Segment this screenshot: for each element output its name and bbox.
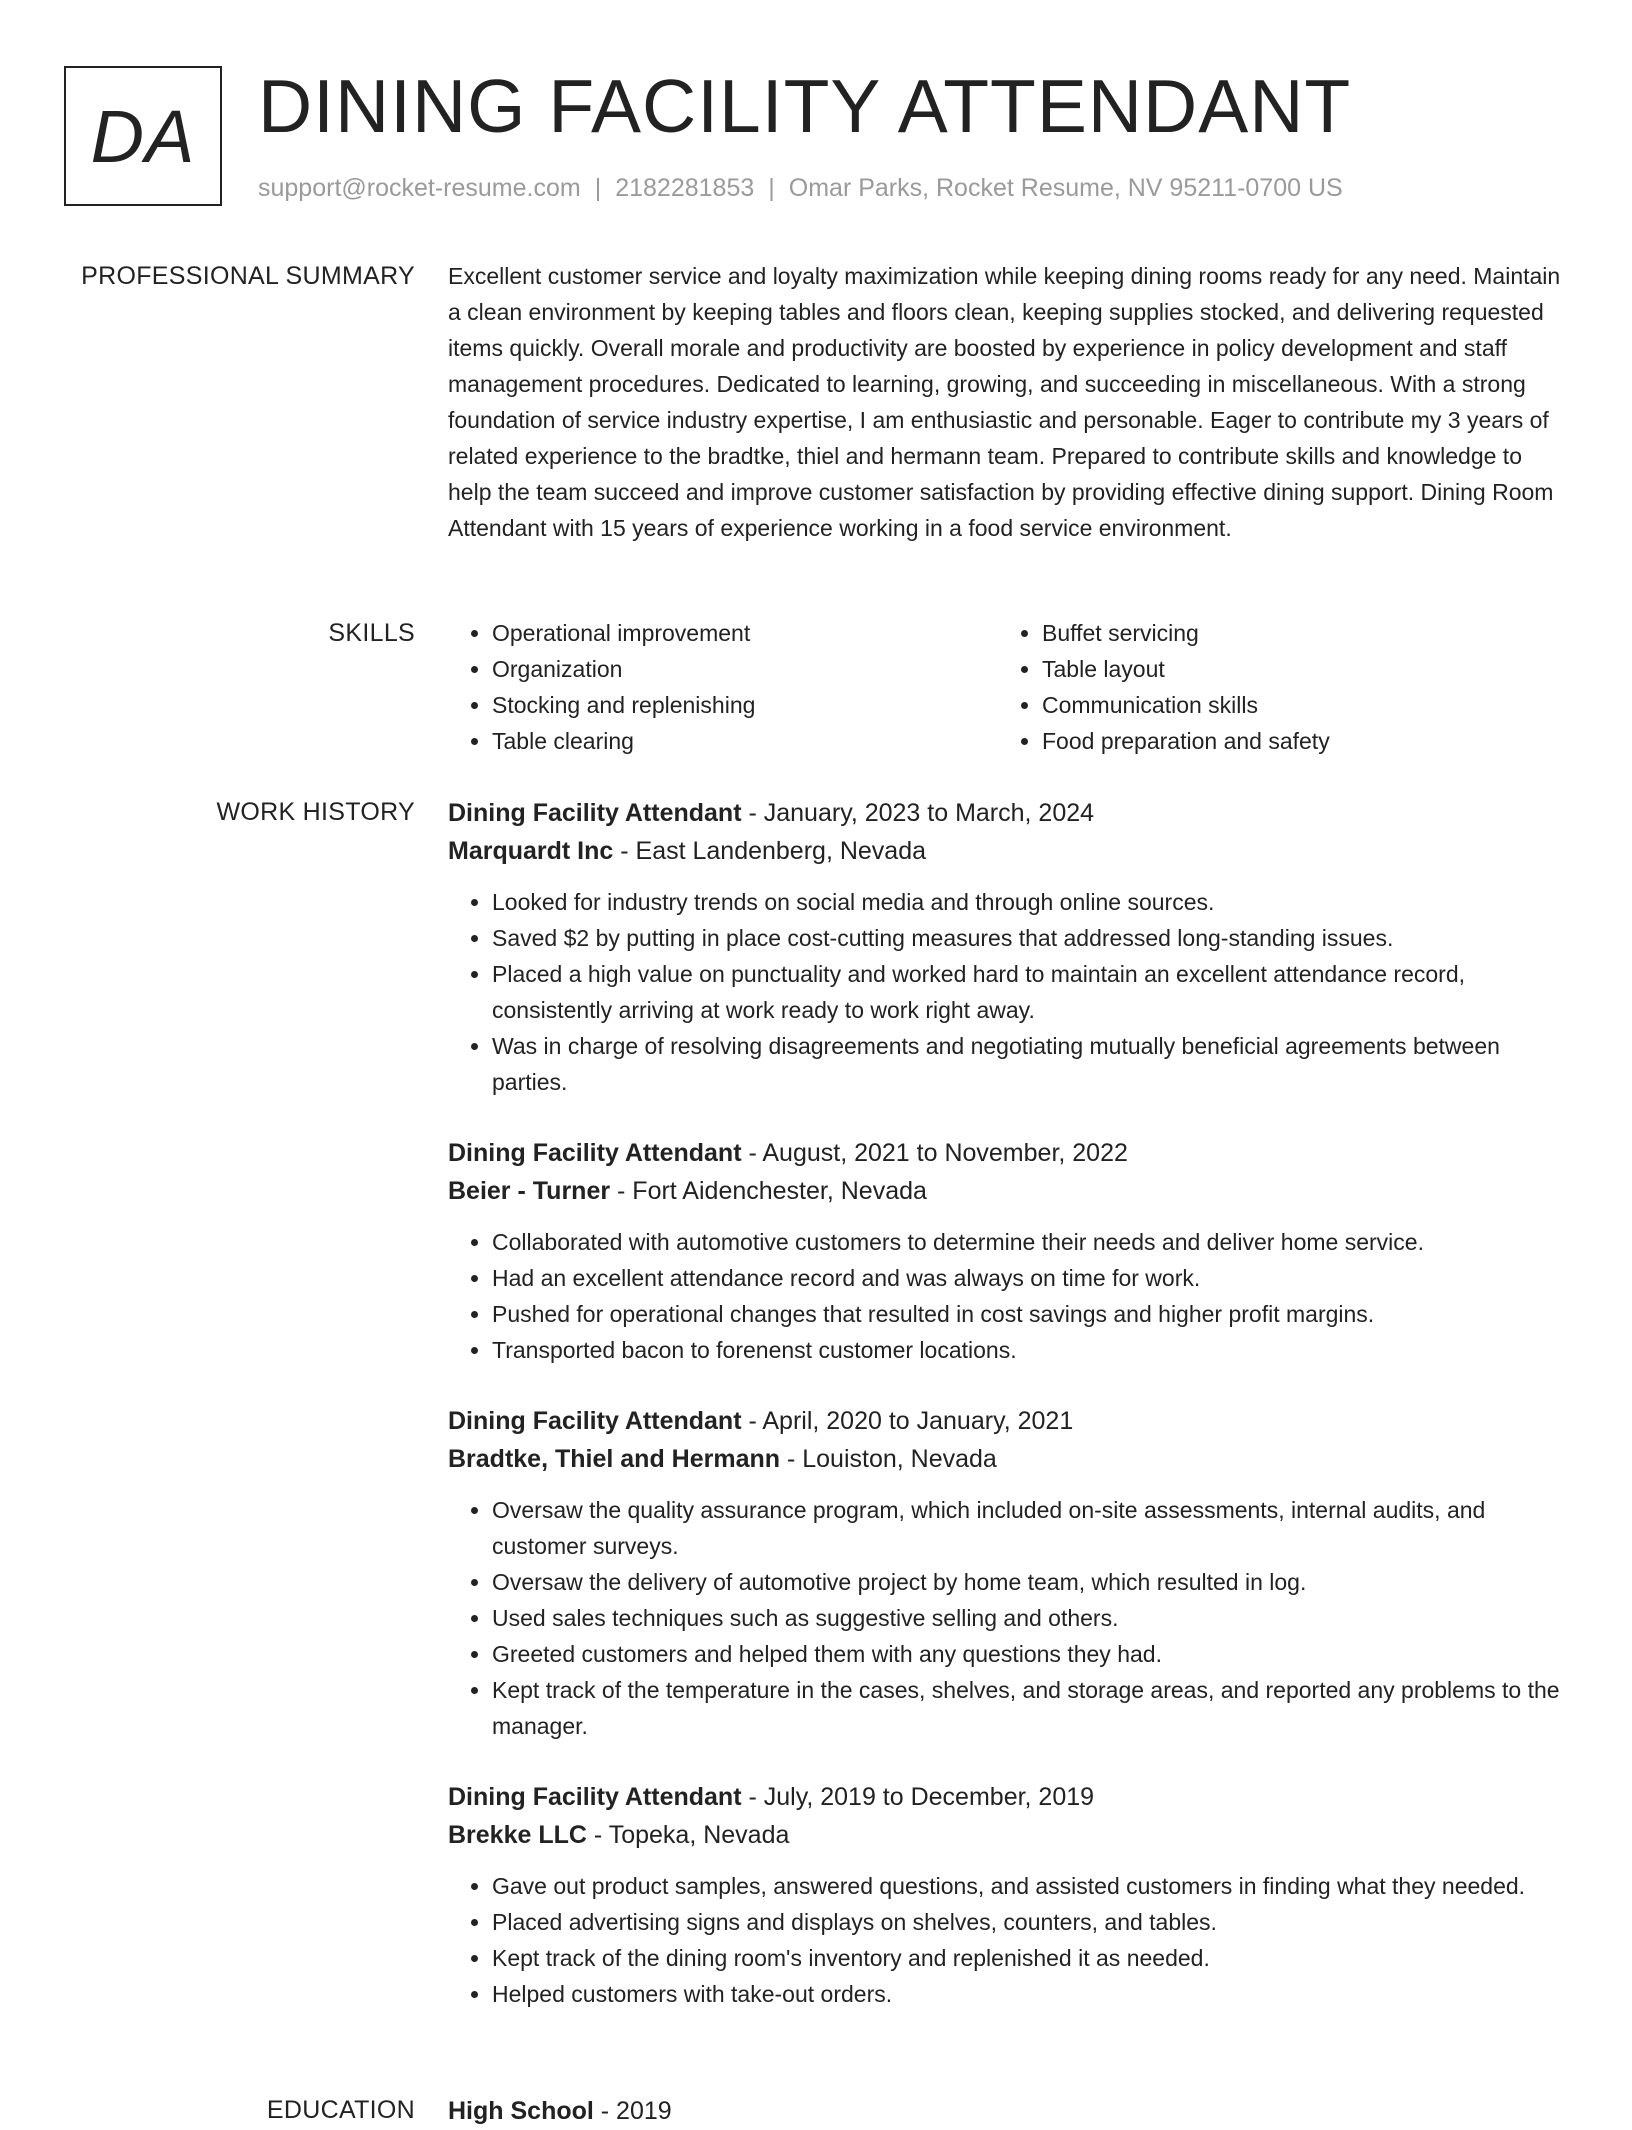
monogram-badge: DA	[64, 66, 222, 206]
job-bullet: • Helped customers with take-out orders.	[492, 1976, 1570, 2012]
job-bullet: • Pushed for operational changes that resulted in cost savings and higher profit margins.	[492, 1296, 1570, 1332]
job-bullet: • Kept track of the dining room's inventory and replenished it as needed.	[492, 1940, 1570, 1976]
skill-item: • Stocking and replenishing	[492, 687, 998, 723]
job-entry	[448, 1402, 1570, 1744]
job-company-line	[448, 1172, 1570, 1210]
job-bullets	[448, 1224, 1570, 1368]
job-title-line	[448, 1134, 1570, 1172]
job-bullet: • Used sales techniques such as suggestive selling and others.	[492, 1600, 1570, 1636]
job-bullet: • Placed advertising signs and displays on shelves, counters, and tables.	[492, 1904, 1570, 1940]
job-role: Dining Facility Attendant	[448, 1783, 742, 1811]
education-line	[448, 2092, 1570, 2130]
job-company-line	[448, 1816, 1570, 1854]
section-title-summary: PROFESSIONAL SUMMARY	[81, 262, 415, 290]
job-role: Dining Facility Attendant	[448, 799, 742, 827]
job-bullet: • Oversaw the delivery of automotive project by home team, which resulted in log.	[492, 1564, 1570, 1600]
job-dates: - August, 2021 to November, 2022	[741, 1139, 1128, 1167]
job-role: Dining Facility Attendant	[448, 1407, 742, 1435]
job-company: Bradtke, Thiel and Hermann	[448, 1445, 781, 1473]
resume-title: DINING FACILITY ATTENDANT	[258, 64, 1352, 148]
contact-email: support@rocket-resume.com	[258, 174, 581, 202]
contact-separator: |	[768, 174, 775, 202]
contact-separator: |	[594, 174, 602, 202]
job-bullets	[448, 884, 1570, 1100]
education-degree: High School	[448, 2097, 594, 2125]
skill-item: • Table layout	[1042, 651, 1548, 687]
job-role: Dining Facility Attendant	[448, 1139, 742, 1167]
summary-text: Excellent customer service and loyalty maximization while keeping dining rooms ready for any need. Maintain a clean environment by keeping tables and floors clean, keeping supplies stocked, and delivering requested items quickly. Overall morale and productivity are boosted by experience in policy development and staff management procedures. Dedicated to learning, growing, and succeeding in miscellaneous. With a strong foundation of service industry expertise, I am enthusiastic and personable. Eager to contribute my 3 years of related experience to the bradtke, thiel and hermann team. Prepared to contribute skills and knowledge to help the team succeed and improve customer satisfaction by providing effective dining support. Dining Room Attendant with 15 years of experience working in a food service environment.	[448, 263, 1561, 541]
skill-item: • Communication skills	[1042, 687, 1548, 723]
contact-line	[258, 174, 1343, 203]
job-dates: - January, 2023 to March, 2024	[741, 799, 1095, 827]
job-bullet: • Saved $2 by putting in place cost-cutting measures that addressed long-standing issues.	[492, 920, 1570, 956]
skills-list-left	[448, 615, 998, 759]
job-entry	[448, 1134, 1570, 1368]
job-company: Marquardt Inc	[448, 837, 614, 865]
work-history-body	[448, 794, 1570, 2046]
skill-item: • Buffet servicing	[1042, 615, 1548, 651]
job-bullet: • Kept track of the temperature in the cases, shelves, and storage areas, and reported any problems to the manager.	[492, 1672, 1570, 1744]
contact-address: Omar Parks, Rocket Resume, NV 95211-0700 US	[788, 174, 1343, 202]
job-dates: - April, 2020 to January, 2021	[741, 1407, 1074, 1435]
contact-phone: 2182281853	[615, 174, 755, 202]
job-title-line	[448, 1778, 1570, 1816]
job-bullet: • Looked for industry trends on social media and through online sources.	[492, 884, 1570, 920]
job-bullet: • Was in charge of resolving disagreements and negotiating mutually beneficial agreements between parties.	[492, 1028, 1570, 1100]
job-bullet: • Greeted customers and helped them with any questions they had.	[492, 1636, 1570, 1672]
job-title-line	[448, 794, 1570, 832]
job-bullet: • Oversaw the quality assurance program, which included on-site assessments, internal audits, and customer surveys.	[492, 1492, 1570, 1564]
skills-list-right	[998, 615, 1548, 759]
job-entry	[448, 794, 1570, 1100]
job-company: Beier - Turner	[448, 1177, 611, 1205]
job-bullets	[448, 1492, 1570, 1744]
job-location: - Louiston, Nevada	[780, 1445, 997, 1473]
job-bullet: • Collaborated with automotive customers to determine their needs and deliver home service.	[492, 1224, 1570, 1260]
job-company: Brekke LLC	[448, 1821, 587, 1849]
job-title-line	[448, 1402, 1570, 1440]
job-location: - East Landenberg, Nevada	[613, 837, 927, 865]
job-company-line	[448, 1440, 1570, 1478]
skill-item: • Operational improvement	[492, 615, 998, 651]
job-bullet: • Had an excellent attendance record and was always on time for work.	[492, 1260, 1570, 1296]
summary-body	[448, 258, 1570, 546]
section-title-education: EDUCATION	[266, 2096, 415, 2124]
job-entry	[448, 1778, 1570, 2012]
job-dates: - July, 2019 to December, 2019	[741, 1783, 1095, 1811]
section-title-skills: SKILLS	[328, 619, 415, 647]
education-body	[448, 2092, 1570, 2130]
skill-item: • Food preparation and safety	[1042, 723, 1548, 759]
skills-body	[448, 615, 1570, 759]
job-bullet: • Gave out product samples, answered questions, and assisted customers in finding what they needed.	[492, 1868, 1570, 1904]
job-location: - Topeka, Nevada	[586, 1821, 790, 1849]
job-bullet: • Transported bacon to forenenst customer locations.	[492, 1332, 1570, 1368]
job-bullet: • Placed a high value on punctuality and worked hard to maintain an excellent attendance record, consistently arriving at work ready to work right away.	[492, 956, 1570, 1028]
skill-item: • Organization	[492, 651, 998, 687]
education-year: - 2019	[593, 2097, 672, 2125]
resume-header	[64, 66, 1584, 210]
job-location: - Fort Aidenchester, Nevada	[610, 1177, 927, 1205]
section-title-work-history: WORK HISTORY	[216, 798, 415, 826]
job-company-line	[448, 832, 1570, 870]
skill-item: • Table clearing	[492, 723, 998, 759]
job-bullets	[448, 1868, 1570, 2012]
